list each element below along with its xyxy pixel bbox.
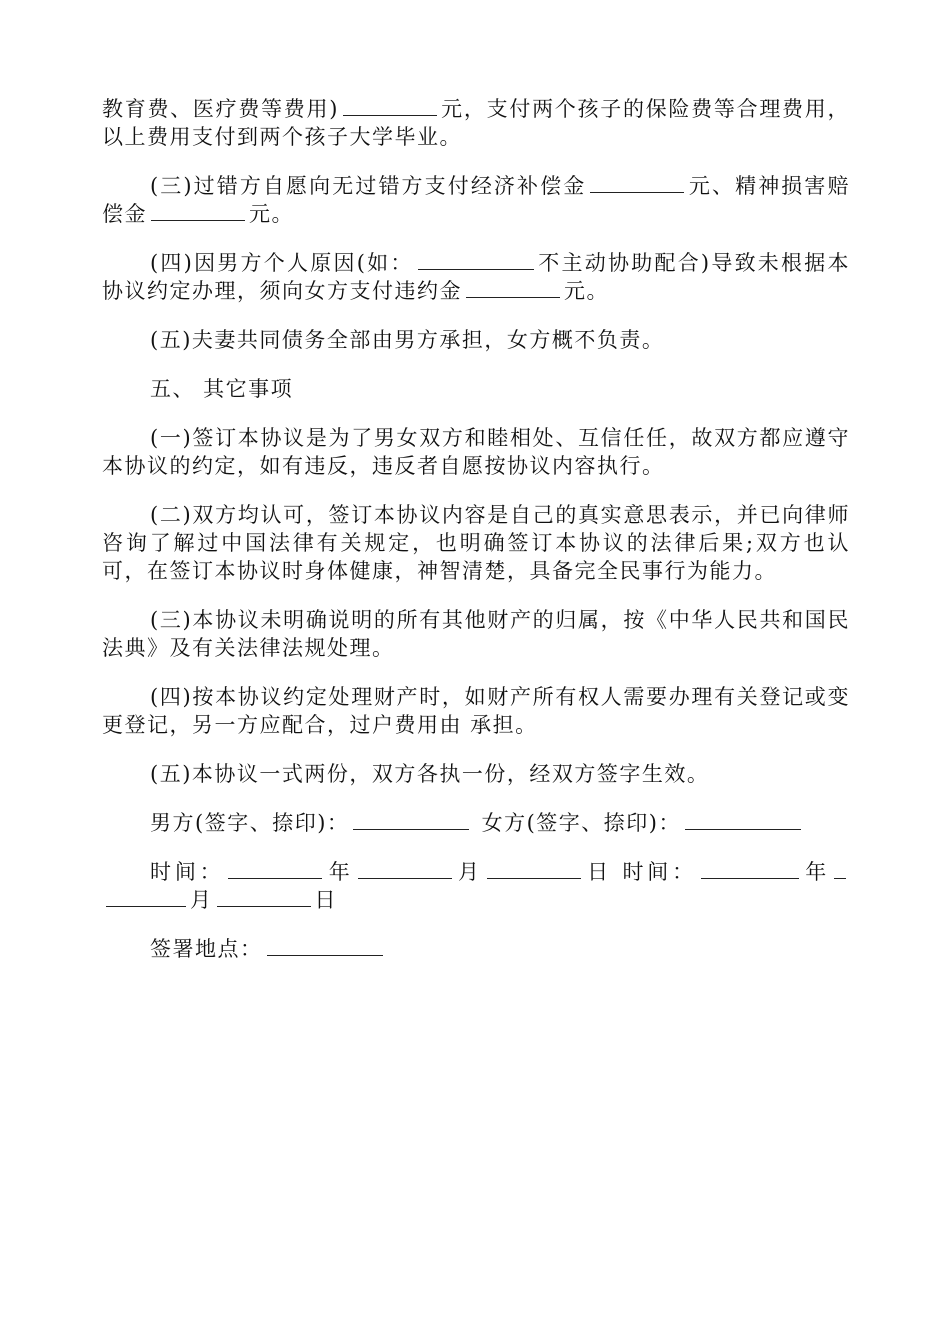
compensation-text-a: (三)过错方自愿向无过错方支付经济补偿金 [150, 174, 587, 198]
compensation-text-b: 元、精神损害赔偿金 [102, 174, 851, 226]
paragraph-debts: (五)夫妻共同债务全部由男方承担，女方概不负责。 [150, 328, 665, 352]
fees-amount-blank [343, 95, 437, 116]
year-blank-1 [228, 858, 322, 879]
penalty-text-a: (四)因男方个人原因(如： [150, 251, 414, 275]
penalty-blank [466, 277, 560, 298]
date-line [102, 858, 850, 914]
penalty-text-b: 不主动协助配合)导致未根据本协议约定办理，须向女方支付违约金 [102, 251, 850, 303]
day-blank-2 [217, 886, 311, 907]
day-label-2: 日 [314, 888, 337, 912]
place-line [102, 935, 850, 963]
fees-text-b: 元，支付两个孩子的保险费等合理费用，以上费用支付到两个孩子大学毕业。 [102, 97, 850, 149]
place-blank [267, 935, 383, 956]
document-page [102, 95, 850, 984]
female-signature-label: 女方(签字、捺印)： [481, 811, 681, 835]
paragraph-other-5: (五)本协议一式两份，双方各执一份，经双方签字生效。 [150, 762, 710, 786]
female-signature-blank [685, 809, 801, 830]
day-blank-1 [487, 858, 581, 879]
place-label: 签署地点： [150, 937, 263, 961]
day-label-1: 日 [584, 860, 612, 884]
section-heading-other-matters: 五、 其它事项 [150, 377, 294, 401]
year-blank-2 [701, 858, 799, 879]
paragraph-other-1: (一)签订本协议是为了男女双方和睦相处、互信任任，故双方都应遵守本协议的约定，如有违反，违反者自愿按协议内容执行。 [102, 426, 850, 478]
month-label-1: 月 [455, 860, 483, 884]
month-label-2: 月 [190, 888, 213, 912]
compensation-blank [590, 172, 684, 193]
paragraph-compensation [102, 172, 850, 228]
paragraph-penalty [102, 249, 850, 305]
time-label-2: 时间： [622, 860, 697, 884]
paragraph-other-3: (三)本协议未明确说明的所有其他财产的归属，按《中华人民共和国民法典》及有关法律法规处理。 [102, 608, 850, 660]
fees-text-a: 教育费、医疗费等费用) [102, 97, 339, 121]
paragraph-other-2: (二)双方均认可，签订本协议内容是自己的真实意思表示，并已向律师咨询了解过中国法律有关规定，也明确签订本协议的法律后果;双方也认可，在签订本协议时身体健康，神智清楚，具备完全民事行为能力。 [102, 503, 850, 583]
year-label-1: 年 [326, 860, 354, 884]
penalty-text-c: 元。 [564, 279, 609, 303]
month-blank-2a [834, 858, 846, 879]
reason-blank [418, 249, 534, 270]
paragraph-other-4: (四)按本协议约定处理财产时，如财产所有权人需要办理有关登记或变更登记，另一方应配合，过户费用由 承担。 [102, 685, 850, 737]
paragraph-fees [102, 95, 850, 151]
signature-line [102, 809, 850, 837]
male-signature-label: 男方(签字、捺印)： [150, 811, 350, 835]
compensation-text-c: 元。 [249, 202, 294, 226]
month-blank-2 [106, 886, 186, 907]
time-label-1: 时间： [150, 860, 225, 884]
year-label-2: 年 [802, 860, 831, 884]
male-signature-blank [353, 809, 469, 830]
damages-blank [151, 200, 245, 221]
month-blank-1 [358, 858, 452, 879]
